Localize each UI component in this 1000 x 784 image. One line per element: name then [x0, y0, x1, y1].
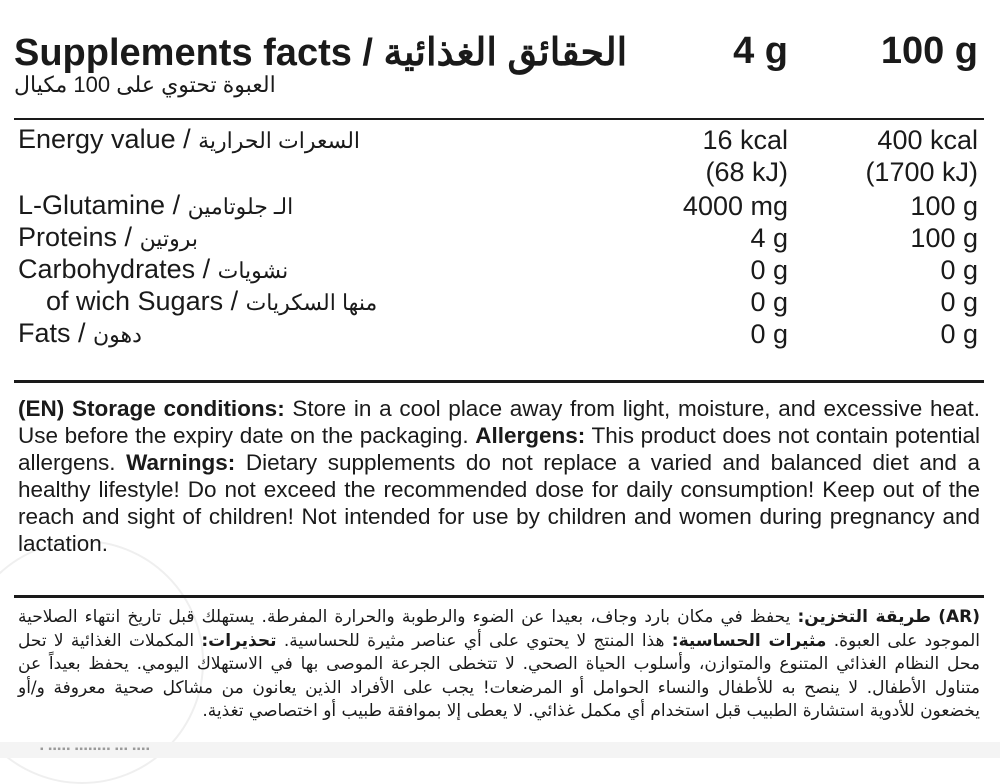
bottom-strip: [0, 742, 1000, 758]
ar-allergens-text: هذا المنتج لا يحتوي على أي عناصر مثيرة للحساسية.: [276, 630, 672, 651]
nutrient-label-en: Proteins /: [18, 222, 140, 252]
nutrient-label-en: of wich Sugars /: [46, 286, 246, 316]
nutrient-value-100g-kj: (1700 kJ): [865, 157, 978, 187]
column-header-serving: 4 g: [733, 30, 788, 72]
nutrient-value-serving: 16 kcal: [702, 125, 788, 155]
cropped-footer-text: ▪ ▪▪▪▪▪ ▪▪▪▪▪▪▪▪ ▪▪▪ ▪▪▪▪: [40, 744, 151, 755]
english-info-paragraph: [14, 383, 984, 595]
nutrient-label-ar: بروتين: [139, 226, 198, 251]
nutrient-label-ar: السعرات الحرارية: [198, 128, 361, 153]
nutrient-table: [14, 120, 984, 380]
en-warnings-label: Warnings:: [126, 450, 236, 475]
ar-allergens-label: مثيرات الحساسية:: [671, 630, 827, 651]
nutrient-value-serving: 4000 mg: [682, 191, 788, 221]
facts-title: Supplements facts / الحقائق الغذائية: [14, 32, 628, 74]
nutrient-row-sugars: [14, 286, 984, 318]
ar-warnings-label: تحذيرات:: [201, 630, 277, 651]
nutrient-value-100g: 0 g: [940, 255, 978, 285]
nutrient-row-proteins: [14, 222, 984, 254]
arabic-info-paragraph: [14, 598, 984, 728]
nutrient-value-serving: 4 g: [750, 223, 788, 253]
nutrient-row-carbohydrates: [14, 254, 984, 286]
nutrient-label-ar: الـ جلوتامين: [187, 194, 294, 219]
en-allergens-text: This product does not contain potential allergens.: [18, 423, 980, 475]
nutrient-value-serving: 0 g: [750, 255, 788, 285]
nutrient-label-en: Energy value /: [18, 124, 199, 154]
supplement-facts-panel: [14, 26, 984, 728]
nutrient-value-100g: 400 kcal: [877, 125, 978, 155]
facts-header: [14, 26, 984, 118]
en-storage-label: Storage conditions:: [71, 396, 285, 421]
en-storage-text: Store in a cool place away from light, moisture, and excessive heat. Use before the expiry date on the packaging.: [18, 396, 980, 448]
nutrient-value-serving-kj: (68 kJ): [705, 157, 788, 187]
en-allergens-label: Allergens:: [475, 423, 586, 448]
column-header-100g: 100 g: [880, 30, 978, 72]
nutrient-value-100g: 100 g: [910, 223, 978, 253]
en-warnings-text: Dietary supplements do not replace a varied and balanced diet and a healthy lifestyle! Do not exceed the recommended dose for daily consumption! Keep out of the reach and sight of children! Not intended for use by children and women during pregnancy and lactation.: [18, 450, 980, 556]
nutrient-row-glutamine: [14, 190, 984, 222]
nutrient-row-energy: [14, 124, 984, 190]
nutrient-value-serving: 0 g: [750, 319, 788, 349]
servings-subtitle: العبوة تحتوي على 100 مكيال: [14, 72, 276, 97]
ar-storage-label: طريقة التخزين:: [797, 607, 932, 627]
nutrient-value-100g: 0 g: [940, 319, 978, 349]
en-language-tag: (EN): [18, 396, 65, 421]
nutrient-value-100g: 0 g: [940, 287, 978, 317]
ar-language-tag: (AR): [938, 607, 980, 627]
nutrient-label-en: Carbohydrates /: [18, 254, 218, 284]
nutrient-value-serving: 0 g: [750, 287, 788, 317]
nutrient-label-ar: منها السكريات: [245, 290, 378, 315]
nutrient-label-ar: نشويات: [217, 258, 289, 283]
nutrient-value-100g: 100 g: [910, 191, 978, 221]
ar-storage-text: يحفظ في مكان بارد وجاف، بعيدا عن الضوء والرطوبة والحرارة المفرطة. يستهلك قبل تاريخ انتهاء الصلاحية الموجود على العبوة.: [18, 607, 980, 651]
ar-warnings-text: المكملات الغذائية لا تحل محل النظام الغذائي المتنوع والمتوازن، وأسلوب الحياة الصحي. لا تتخطى الجرعة الموصى بها في الاستهلاك اليومي. يحفظ بعيداً عن متناول الأطفال. لا ينصح به للأطفال والنساء الحوامل أو المرضعات! يجب على الأفراد الذين يعانون من مشاكل صحية معروفة و/أو يخضعون للأدوية استشارة الطبيب قبل استخدام أي مكمل غذائي. لا يعطى إلا بموافقة طبيب أو اختصاصي تغذية.: [18, 630, 980, 721]
nutrient-label-en: Fats /: [18, 318, 94, 348]
nutrient-row-fats: [14, 318, 984, 350]
nutrient-label-en: L-Glutamine /: [18, 190, 188, 220]
nutrient-label-ar: دهون: [93, 322, 142, 347]
